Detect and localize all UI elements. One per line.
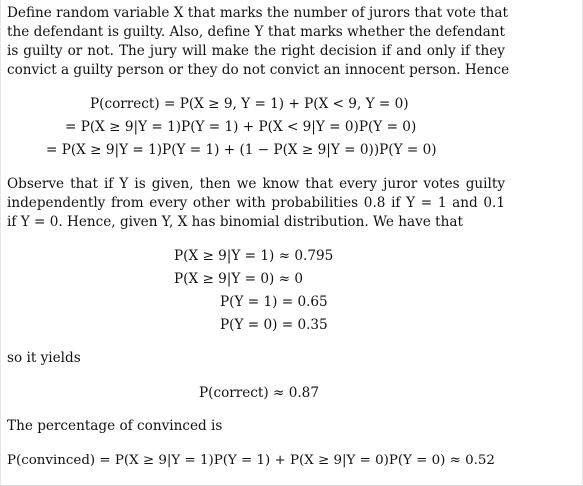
derivation-line-2: = P(X ≥ 9|Y = 1)P(Y = 1) + P(X < 9|Y = 0)P(Y = 0)	[65, 119, 417, 135]
derivation-line-1: P(correct) = P(X ≥ 9, Y = 1) + P(X < 9, Y = 0)	[90, 96, 409, 112]
yields-text: so it yields	[7, 350, 81, 366]
intro-line: is guilty or not. The jury will make the right decision if and only if they	[7, 43, 505, 59]
convinced-text: The percentage of convinced is	[7, 418, 223, 434]
intro-line: the defendant is guilty. Also, define Y that marks whether the defendant	[7, 24, 505, 40]
value-line-1: P(X ≥ 9|Y = 1) ≈ 0.795	[174, 248, 334, 264]
observation-line: if Y = 0. Hence, given Y, X has binomial distribution. We have that	[7, 214, 463, 230]
intro-paragraph	[7, 4, 510, 80]
intro-line: Define random variable X that marks the number of jurors that vote that	[7, 5, 508, 21]
result-equation: P(correct) ≈ 0.87	[199, 385, 319, 401]
observation-paragraph	[7, 175, 505, 232]
value-line-2: P(X ≥ 9|Y = 0) ≈ 0	[174, 271, 304, 287]
convinced-equation: P(convinced) = P(X ≥ 9|Y = 1)P(Y = 1) + P(X ≥ 9|Y = 0)P(Y = 0) ≈ 0.52	[7, 453, 495, 468]
observation-line: independently from every other with probabilities 0.8 if Y = 1 and 0.1	[7, 195, 505, 211]
value-line-3: P(Y = 1) = 0.65	[220, 294, 328, 310]
value-line-4: P(Y = 0) = 0.35	[220, 317, 328, 333]
derivation-line-3: = P(X ≥ 9|Y = 1)P(Y = 1) + (1 − P(X ≥ 9|Y = 0))P(Y = 0)	[46, 142, 437, 158]
intro-line: convict a guilty person or they do not convict an innocent person. Hence	[7, 62, 510, 78]
observation-line: Observe that if Y is given, then we know that every juror votes guilty	[7, 176, 505, 192]
